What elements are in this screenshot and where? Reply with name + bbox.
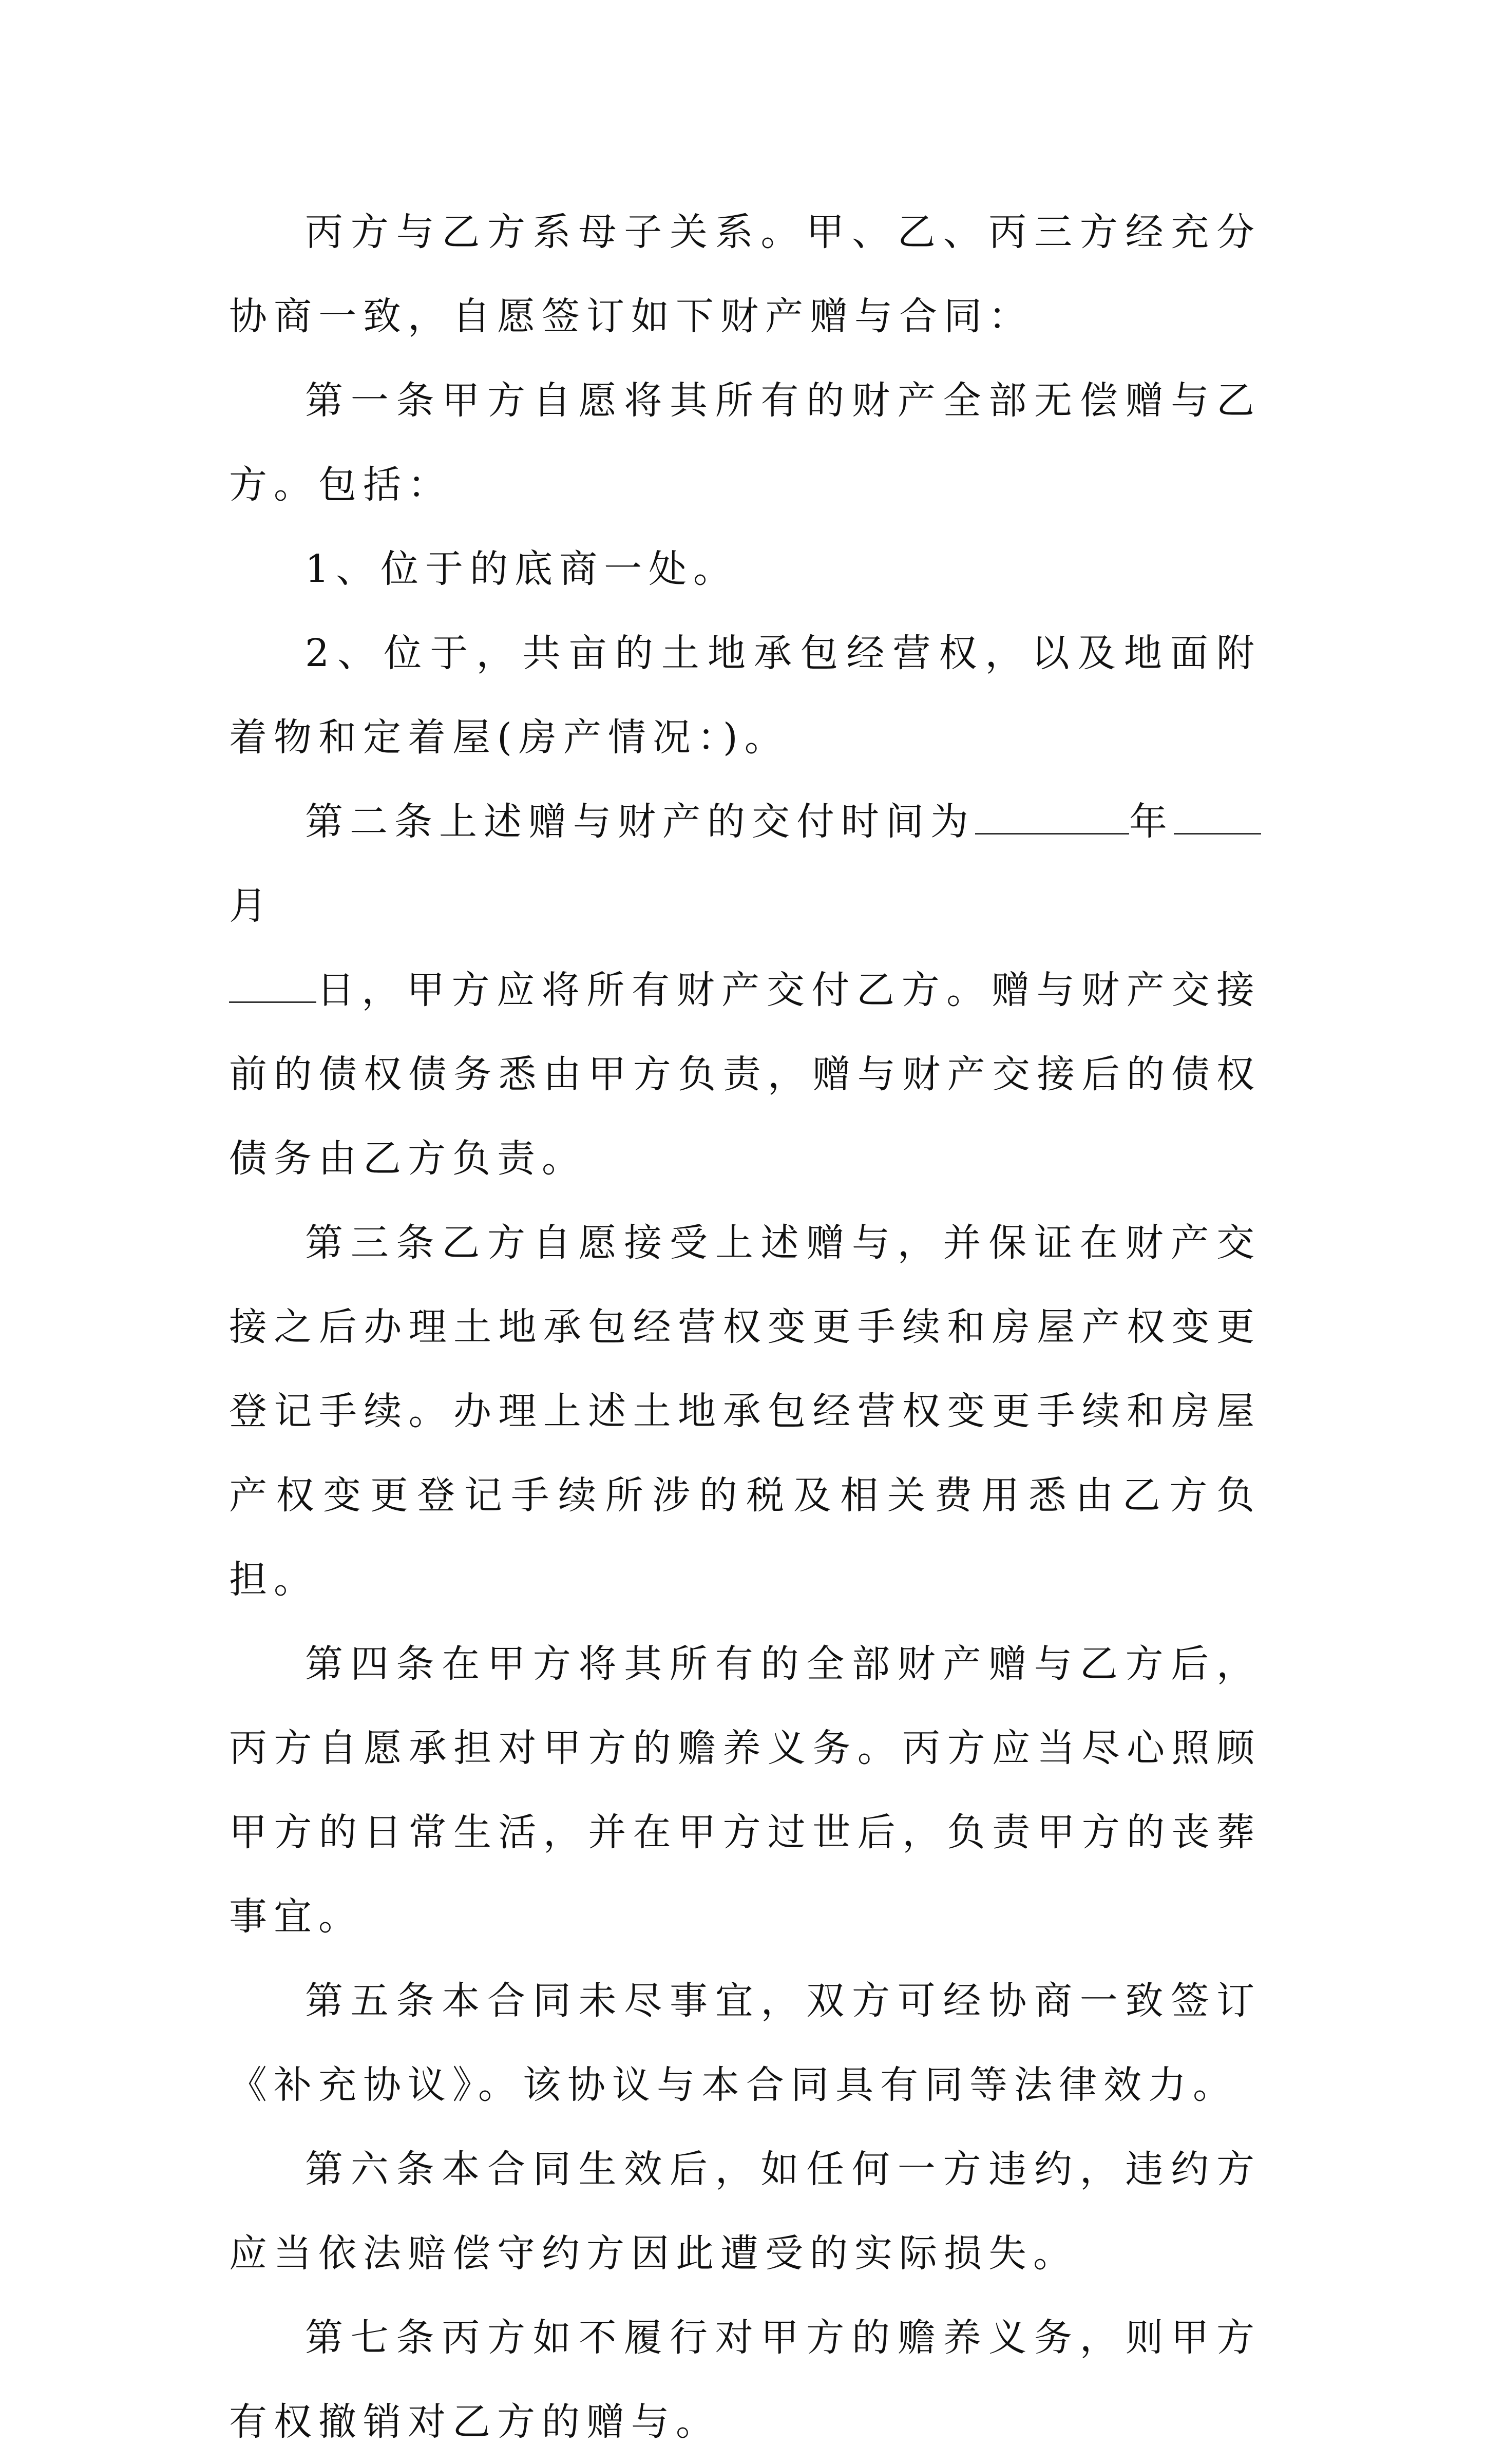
- article-2-lead: 第二条上述赠与财产的交付时间为: [305, 800, 975, 844]
- month-label: 月: [229, 884, 274, 928]
- paragraph-article-1: 第一条甲方自愿将其所有的财产全部无偿赠与乙方。包括：: [229, 378, 1261, 507]
- paragraph-article-4: 第四条在甲方将其所有的全部财产赠与乙方后，丙方自愿承担对甲方的赡养义务。丙方应当尽心照顾甲方的日常生活，并在甲方过世后，负责甲方的丧葬事宜。: [229, 1642, 1261, 1939]
- day-blank[interactable]: [229, 970, 316, 1003]
- paragraph-item-1: 1、位于的底商一处。: [305, 547, 738, 591]
- contract-body: [229, 190, 1261, 2464]
- paragraph-item-2: 2、位于，共亩的土地承包经营权，以及地面附着物和定着屋(房产情况：)。: [229, 631, 1261, 760]
- paragraph-intro: 丙方与乙方系母子关系。甲、乙、丙三方经充分协商一致，自愿签订如下财产赠与合同：: [229, 210, 1261, 338]
- paragraph-article-6: 第六条本合同生效后，如任何一方违约，违约方应当依法赔偿守约方因此遭受的实际损失。: [229, 2147, 1261, 2276]
- year-blank[interactable]: [975, 801, 1129, 835]
- paragraph-article-3: 第三条乙方自愿接受上述赠与，并保证在财产交接之后办理土地承包经营权变更手续和房屋产权变更登记手续。办理上述土地承包经营权变更手续和房屋产权变更登记手续所涉的税及相关费用悉由乙方负担。: [229, 1221, 1261, 1602]
- paragraph-article-2: [229, 780, 1261, 1201]
- article-2-rest: 日，甲方应将所有财产交付乙方。赠与财产交接前的债权债务悉由甲方负责，赠与财产交接后的债权债务由乙方负责。: [229, 968, 1261, 1181]
- year-label: 年: [1129, 800, 1174, 844]
- paragraph-article-7: 第七条丙方如不履行对甲方的赡养义务，则甲方有权撤销对乙方的赠与。: [229, 2316, 1261, 2444]
- paragraph-article-5: 第五条本合同未尽事宜，双方可经协商一致签订《补充协议》。该协议与本合同具有同等法律效力。: [229, 1979, 1261, 2107]
- month-blank[interactable]: [1174, 801, 1261, 835]
